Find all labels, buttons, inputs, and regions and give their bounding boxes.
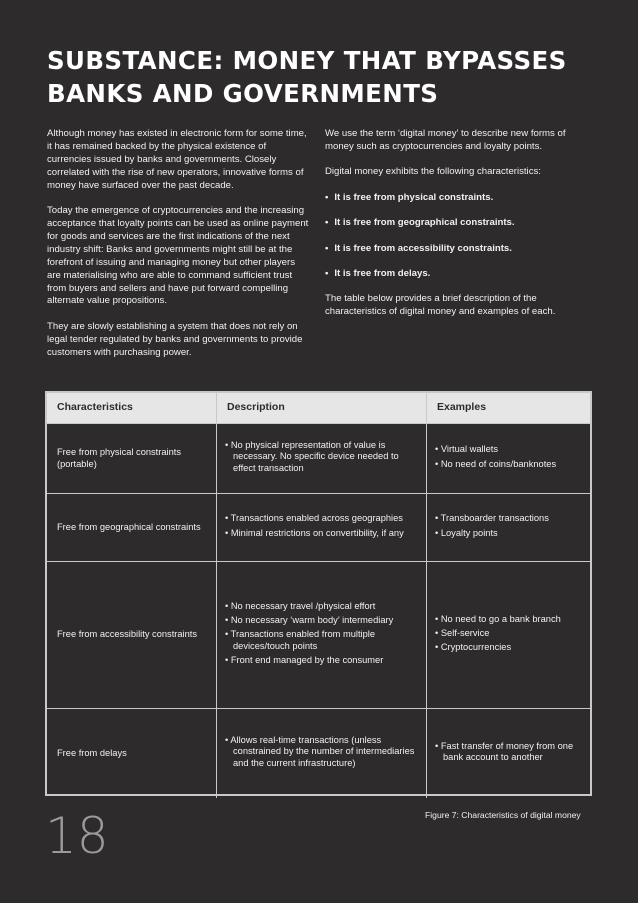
table-cell-examples: [427, 709, 590, 798]
title-line-2: BANKS AND GOVERNMENTS: [47, 79, 439, 108]
table-cell-characteristic: Free from geographical constraints: [47, 494, 217, 562]
list-item: • Transactions enabled from multiple devices/touch points: [225, 629, 418, 652]
table-header-description: Description: [217, 393, 427, 424]
right-column: [325, 128, 595, 332]
list-item: • Cryptocurrencies: [435, 642, 582, 654]
left-column: [47, 128, 309, 372]
paragraph-intro: We use the term ‘digital money’ to describe new forms of money such as cryptocurrencies and loyalty points.: [325, 128, 566, 152]
list-item: • Self-service: [435, 628, 582, 640]
bullet-item: • It is free from accessibility constraints.: [325, 243, 595, 256]
list-item: • No necessary ‘warm body’ intermediary: [225, 615, 418, 627]
paragraph: Although money has existed in electronic form for some time, it has remained backed by the physical existence of currencies issued by banks and governments. Closely correlated with the rise of new operators, innovative forms of money have surfaced over the past decade.: [47, 128, 307, 191]
page-title: [47, 44, 607, 110]
table-header-examples: Examples: [427, 393, 590, 424]
table-cell-description: [217, 562, 427, 709]
table-header-characteristics: Characteristics: [47, 393, 217, 424]
paragraph-outro: The table below provides a brief description of the characteristics of digital money and examples of each.: [325, 293, 556, 317]
bullet-item: • It is free from geographical constraints.: [325, 217, 595, 230]
list-item: • No need of coins/banknotes: [435, 459, 582, 471]
list-item: • Front end managed by the consumer: [225, 655, 418, 667]
paragraph: They are slowly establishing a system that does not rely on legal tender regulated by banks and governments to provide customers with purchasing power.: [47, 320, 303, 358]
list-item: • Transactions enabled across geographies: [225, 513, 418, 525]
list-item: • Virtual wallets: [435, 444, 582, 456]
list-item: • No physical representation of value is necessary. No specific device needed to effect transaction: [225, 440, 418, 475]
table-cell-description: [217, 424, 427, 494]
table-cell-characteristic: Free from physical constraints (portable): [47, 424, 217, 494]
paragraph-lead: Digital money exhibits the following characteristics:: [325, 166, 541, 178]
table-cell-examples: [427, 494, 590, 562]
figure-caption: Figure 7: Characteristics of digital money: [425, 810, 581, 820]
table-cell-examples: [427, 424, 590, 494]
page-number: 18: [45, 807, 109, 865]
list-item: • Fast transfer of money from one bank account to another: [435, 741, 582, 764]
list-item: • No need to go a bank branch: [435, 614, 582, 626]
list-item: • Transboarder transactions: [435, 513, 582, 525]
list-item: • Allows real-time transactions (unless constrained by the number of intermediaries and the current infrastructure): [225, 735, 418, 770]
paragraph: Today the emergence of cryptocurrencies and the increasing acceptance that loyalty points can be used as online payment for goods and services are the first indications of the next industry shift: Banks and governments might still be at the forefront of issuing and managing money but other players are materialising who are able to command sufficient trust from buyers and sellers and have put forward compelling alternate value propositions.: [47, 205, 309, 307]
list-item: • No necessary travel /physical effort: [225, 601, 418, 613]
title-line-1: SUBSTANCE: MONEY THAT BYPASSES: [47, 46, 567, 75]
table-cell-description: [217, 494, 427, 562]
bullet-item: • It is free from physical constraints.: [325, 192, 595, 205]
list-item: • Loyalty points: [435, 528, 582, 540]
table-cell-characteristic: Free from delays: [47, 709, 217, 798]
characteristics-table: [45, 391, 592, 796]
bullet-item: • It is free from delays.: [325, 268, 595, 281]
list-item: • Minimal restrictions on convertibility, if any: [225, 528, 418, 540]
table-cell-description: [217, 709, 427, 798]
table-cell-examples: [427, 562, 590, 709]
table-cell-characteristic: Free from accessibility constraints: [47, 562, 217, 709]
